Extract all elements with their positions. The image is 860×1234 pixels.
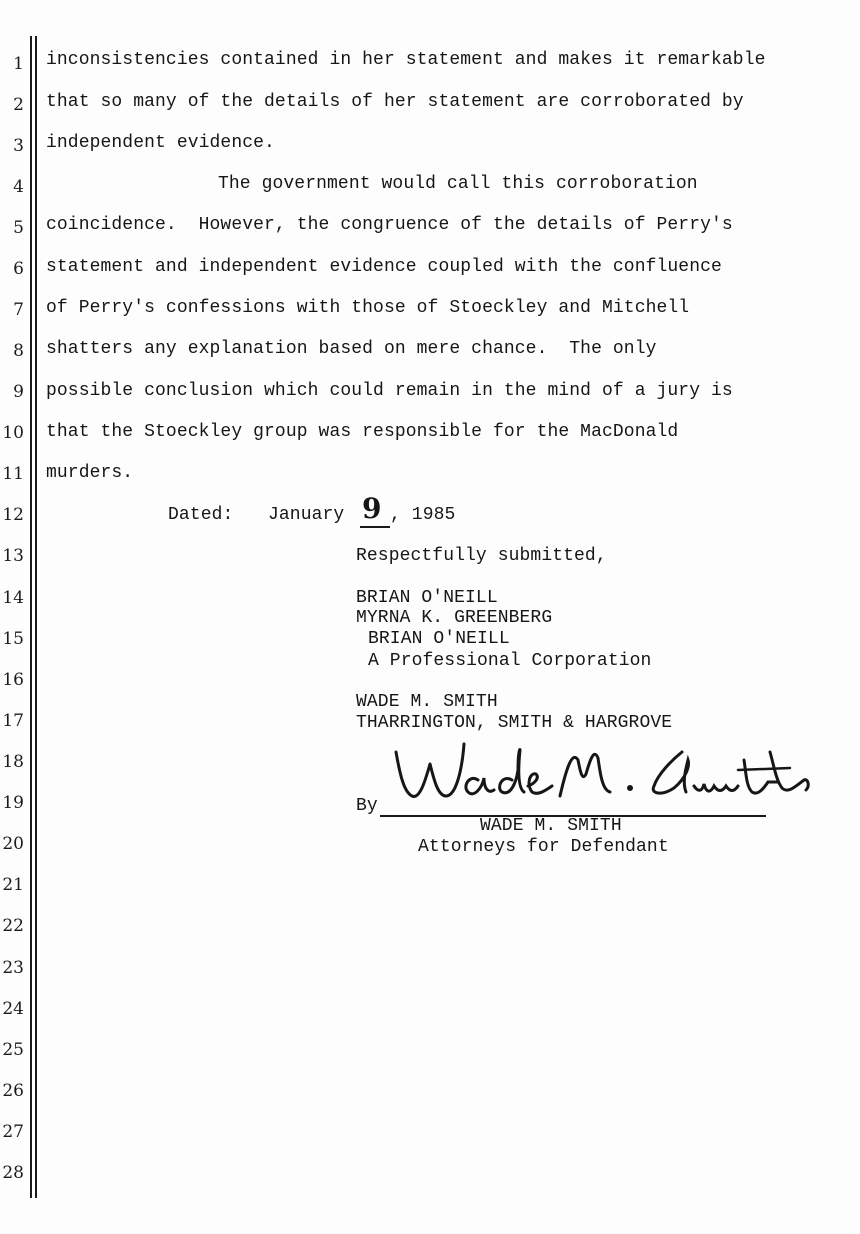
dated-day-underline bbox=[360, 526, 390, 528]
body-line: statement and independent evidence coupled with the confluence bbox=[46, 257, 722, 277]
firm-type: A Professional Corporation bbox=[368, 651, 652, 671]
line-number: 20 bbox=[2, 834, 24, 854]
line-number: 21 bbox=[2, 875, 24, 895]
line-number: 8 bbox=[13, 341, 24, 361]
left-margin-rule bbox=[30, 36, 32, 1198]
line-number: 6 bbox=[13, 259, 24, 279]
counsel-name: WADE M. SMITH bbox=[356, 692, 498, 712]
line-number: 24 bbox=[2, 999, 24, 1019]
line-number: 23 bbox=[2, 958, 24, 978]
dated-year: , 1985 bbox=[390, 505, 456, 525]
body-line: that the Stoeckley group was responsible for the MacDonald bbox=[46, 422, 679, 442]
line-number: 19 bbox=[2, 793, 24, 813]
body-line: that so many of the details of her statement are corroborated by bbox=[46, 92, 744, 112]
line-number: 27 bbox=[2, 1122, 24, 1142]
body-line: coincidence. However, the congruence of the details of Perry's bbox=[46, 215, 733, 235]
body-line: The government would call this corroboration bbox=[218, 174, 698, 194]
line-number: 25 bbox=[2, 1040, 24, 1060]
left-margin-rule-inner bbox=[35, 36, 37, 1198]
line-number: 11 bbox=[2, 464, 24, 484]
by-label: By bbox=[356, 796, 378, 816]
body-line: of Perry's confessions with those of Stoeckley and Mitchell bbox=[46, 298, 690, 318]
body-line: shatters any explanation based on mere chance. The only bbox=[46, 339, 657, 359]
line-number: 14 bbox=[2, 588, 24, 608]
body-line: possible conclusion which could remain in the mind of a jury is bbox=[46, 381, 733, 401]
line-number: 4 bbox=[13, 177, 24, 197]
counsel-name: MYRNA K. GREENBERG bbox=[356, 608, 553, 628]
line-number: 17 bbox=[2, 711, 24, 731]
line-number: 22 bbox=[2, 916, 24, 936]
line-number: 28 bbox=[2, 1163, 24, 1183]
line-number: 5 bbox=[13, 218, 24, 238]
line-number: 18 bbox=[2, 752, 24, 772]
line-number: 15 bbox=[2, 629, 24, 649]
line-number: 13 bbox=[2, 546, 24, 566]
line-number: 7 bbox=[13, 300, 24, 320]
dated-label: Dated: bbox=[168, 505, 234, 525]
line-number: 9 bbox=[13, 382, 24, 402]
line-number: 10 bbox=[2, 423, 24, 443]
signer-role: Attorneys for Defendant bbox=[418, 837, 669, 857]
line-number: 1 bbox=[13, 54, 24, 74]
dated-month: January bbox=[268, 505, 345, 525]
line-number: 2 bbox=[13, 95, 24, 115]
firm-name: THARRINGTON, SMITH & HARGROVE bbox=[356, 713, 673, 733]
line-number: 12 bbox=[2, 505, 24, 525]
line-number: 26 bbox=[2, 1081, 24, 1101]
handwritten-signature bbox=[382, 730, 822, 820]
firm-name: BRIAN O'NEILL bbox=[368, 629, 510, 649]
dated-day-handwritten: 9 bbox=[362, 492, 382, 525]
counsel-name: BRIAN O'NEILL bbox=[356, 588, 498, 608]
line-number: 16 bbox=[2, 670, 24, 690]
signer-name: WADE M. SMITH bbox=[480, 816, 622, 836]
respectfully-submitted: Respectfully submitted, bbox=[356, 546, 607, 566]
body-line: independent evidence. bbox=[46, 133, 275, 153]
line-number: 3 bbox=[13, 136, 24, 156]
body-line: inconsistencies contained in her statement and makes it remarkable bbox=[46, 50, 766, 70]
body-line: murders. bbox=[46, 463, 134, 483]
